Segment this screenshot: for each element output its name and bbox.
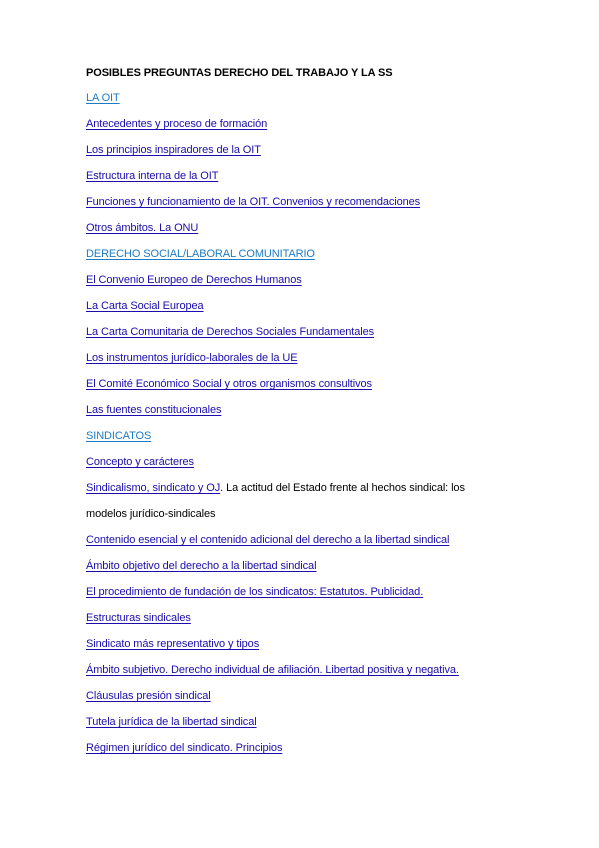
list-item[interactable] xyxy=(86,527,556,553)
topic-link[interactable]: Sindicato más representativo y tipos xyxy=(86,638,260,650)
topic-link[interactable]: Contenido esencial y el contenido adicional del derecho a la libertad sindical xyxy=(86,534,450,546)
topic-link[interactable]: Las fuentes constitucionales xyxy=(86,404,222,416)
list-item-continuation xyxy=(86,501,556,527)
list-item[interactable] xyxy=(86,709,556,735)
list-item[interactable] xyxy=(86,345,556,371)
list-item[interactable] xyxy=(86,293,556,319)
topic-link[interactable]: Los instrumentos jurídico-laborales de la UE xyxy=(86,352,298,364)
topic-link[interactable]: Cláusulas presión sindical xyxy=(86,690,211,702)
section-link[interactable]: SINDICATOS xyxy=(86,430,152,442)
list-item[interactable] xyxy=(86,111,556,137)
list-item[interactable] xyxy=(86,319,556,345)
topic-link[interactable]: Los principios inspiradores de la OIT xyxy=(86,144,261,156)
list-item[interactable] xyxy=(86,163,556,189)
topic-link[interactable]: Estructura interna de la OIT xyxy=(86,170,219,182)
list-item[interactable] xyxy=(86,215,556,241)
list-item[interactable] xyxy=(86,683,556,709)
list-item[interactable] xyxy=(86,449,556,475)
list-item[interactable] xyxy=(86,657,556,683)
topic-link[interactable]: Otros ámbitos. La ONU xyxy=(86,222,199,234)
topic-link[interactable]: La Carta Comunitaria de Derechos Sociales Fundamentales xyxy=(86,326,374,338)
topic-link[interactable]: Concepto y carácteres xyxy=(86,456,194,468)
topic-link[interactable]: Sindicalismo, sindicato y OJ xyxy=(86,482,221,494)
topic-link[interactable]: Ámbito subjetivo. Derecho individual de afiliación. Libertad positiva y negativa. xyxy=(86,664,459,676)
list-item[interactable] xyxy=(86,631,556,657)
list-item[interactable] xyxy=(86,397,556,423)
topic-link[interactable]: Régimen jurídico del sindicato. Principios xyxy=(86,742,283,754)
topic-description-continuation: modelos jurídico-sindicales xyxy=(86,508,216,520)
list-item[interactable] xyxy=(86,605,556,631)
section-heading-oit[interactable] xyxy=(86,85,556,111)
topic-link[interactable]: El Comité Económico Social y otros organismos consultivos xyxy=(86,378,372,390)
topic-link[interactable]: Tutela jurídica de la libertad sindical xyxy=(86,716,257,728)
topic-link[interactable]: El procedimiento de fundación de los sindicatos: Estatutos. Publicidad. xyxy=(86,586,424,598)
topic-link[interactable]: La Carta Social Europea xyxy=(86,300,204,312)
section-heading-sindicatos[interactable] xyxy=(86,423,556,449)
topic-link[interactable]: Antecedentes y proceso de formación xyxy=(86,118,268,130)
list-item[interactable] xyxy=(86,371,556,397)
list-item[interactable] xyxy=(86,553,556,579)
list-item-mixed[interactable] xyxy=(86,475,556,501)
topic-link[interactable]: Ámbito objetivo del derecho a la libertad sindical xyxy=(86,560,317,572)
section-link[interactable]: DERECHO SOCIAL/LABORAL COMUNITARIO xyxy=(86,248,315,260)
list-item[interactable] xyxy=(86,735,556,761)
section-heading-derecho-comunitario[interactable] xyxy=(86,241,556,267)
topic-link[interactable]: El Convenio Europeo de Derechos Humanos xyxy=(86,274,302,286)
topic-link[interactable]: Funciones y funcionamiento de la OIT. Convenios y recomendaciones xyxy=(86,196,421,208)
document-title: POSIBLES PREGUNTAS DERECHO DEL TRABAJO Y LA SS xyxy=(86,67,393,79)
topic-link[interactable]: Estructuras sindicales xyxy=(86,612,191,624)
document-page xyxy=(86,66,556,761)
topic-description: . La actitud del Estado frente al hechos sindical: los xyxy=(220,482,465,494)
list-item[interactable] xyxy=(86,579,556,605)
list-item[interactable] xyxy=(86,189,556,215)
list-item[interactable] xyxy=(86,267,556,293)
section-link[interactable]: LA OIT xyxy=(86,92,120,104)
list-item[interactable] xyxy=(86,137,556,163)
